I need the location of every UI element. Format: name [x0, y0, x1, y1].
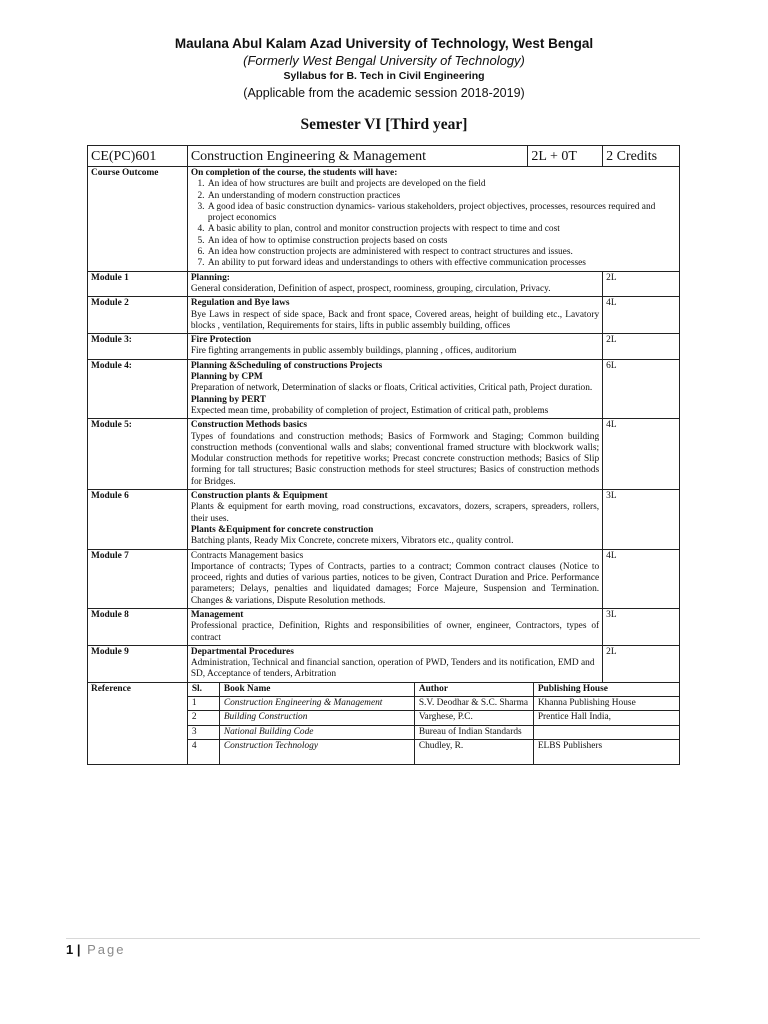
module-content	[187, 419, 602, 490]
module-row	[88, 549, 680, 608]
module-hours: 2L	[603, 334, 680, 360]
module-text: Plants & equipment for earth moving, road constructions, excavators, dozers, scrapers, spreaders, rollers, their uses.	[190, 502, 600, 524]
module-title: Management	[190, 609, 244, 620]
module-hours: 2L	[603, 271, 680, 297]
module-text: Fire fighting arrangements in public assembly buildings, planning , offices, auditorium	[190, 346, 517, 357]
course-code: CE(PC)601	[88, 146, 188, 167]
module-row	[88, 271, 680, 297]
list-item: 5. An idea of how to optimise construction projects based on costs	[207, 236, 676, 247]
module-content	[187, 271, 602, 297]
module-text: Preparation of network, Determination of slacks or floats, Critical activities, Critical path, Project duration.	[190, 383, 593, 394]
reference-header-row	[188, 683, 679, 697]
module-subtitle: Planning by CPM	[190, 372, 263, 383]
module-text: General consideration, Definition of aspect, prospect, roominess, grouping, circulation, Privacy.	[190, 283, 551, 294]
outcome-intro: On completion of the course, the students will have:	[190, 168, 398, 178]
ref-book: Construction Technology	[219, 739, 414, 764]
module-title: Construction Methods basics	[190, 420, 307, 431]
module-row	[88, 359, 680, 418]
list-item: 2. An understanding of modern construction practices	[207, 191, 676, 202]
reference-row	[88, 682, 680, 764]
module-label: Module 9	[88, 645, 188, 682]
footer-separator: |	[76, 942, 81, 957]
module-text: Administration, Technical and financial sanction, operation of PWD, Tenders and its notification, EMD and SD, Acceptance of tenders, Arbitration	[190, 658, 595, 680]
module-label: Module 6	[88, 490, 188, 549]
module-label: Module 1	[88, 271, 188, 297]
module-title: Planning &Scheduling of constructions Projects	[190, 360, 383, 371]
outcome-content	[187, 167, 679, 272]
module-subtitle: Planning by PERT	[190, 394, 267, 405]
reference-content	[187, 682, 679, 764]
module-title: Fire Protection	[190, 335, 252, 346]
outcome-label: Course Outcome	[88, 167, 188, 272]
ref-author: Chudley, R.	[414, 739, 533, 764]
module-label: Module 2	[88, 297, 188, 334]
module-row	[88, 334, 680, 360]
ref-sl: 4	[188, 739, 220, 764]
page-footer	[66, 942, 126, 957]
module-text: Bye Laws in respect of side space, Back and front space, Covered areas, height of building etc., Lavatory blocks , ventilation, Requirements for stairs, lifts in public assembly building, offices	[190, 309, 600, 331]
module-text: Importance of contracts; Types of Contracts, parties to a contract; Common contract clauses (Notice to proceed, rights and duties of various parties, notices to be given, Contract Duration and Price. Performance parameters; Delays, penalties and liquidated damages; Force Majeure, Suspension and Termination. Changes & variations, Dispute Resolution methods.	[190, 561, 600, 606]
syllabus-table	[87, 145, 680, 765]
list-item: 6. An idea how construction projects are administered with respect to contract structures and issues.	[207, 247, 676, 258]
module-hours: 3L	[603, 490, 680, 549]
ref-publisher: Khanna Publishing House	[533, 697, 679, 711]
module-content	[187, 490, 602, 549]
course-credits: 2 Credits	[603, 146, 680, 167]
module-hours: 4L	[603, 549, 680, 608]
module-content	[187, 549, 602, 608]
module-content	[187, 359, 602, 418]
module-label: Module 7	[88, 549, 188, 608]
module-label: Module 4:	[88, 359, 188, 418]
module-content	[187, 645, 602, 682]
applicable-session: (Applicable from the academic session 2018-2019)	[243, 86, 525, 100]
module-title: Planning:	[190, 272, 230, 283]
module-row	[88, 297, 680, 334]
module-title: Regulation and Bye laws	[190, 298, 290, 309]
module-row	[88, 419, 680, 490]
module-row	[88, 490, 680, 549]
table-row	[188, 697, 679, 711]
ref-book: Construction Engineering & Management	[219, 697, 414, 711]
module-label: Module 8	[88, 608, 188, 645]
syllabus-title: Syllabus for B. Tech in Civil Engineering	[283, 70, 485, 82]
module-hours: 4L	[603, 419, 680, 490]
module-content	[187, 608, 602, 645]
footer-divider	[66, 938, 700, 939]
col-header-sl: Sl.	[188, 683, 220, 697]
outcome-list	[191, 179, 676, 269]
ref-book: Building Construction	[219, 711, 414, 725]
formerly-name: (Formerly West Bengal University of Technology)	[243, 53, 525, 68]
module-content	[187, 334, 602, 360]
module-hours: 4L	[603, 297, 680, 334]
module-label: Module 3:	[88, 334, 188, 360]
module-title: Contracts Management basics	[190, 550, 304, 561]
page-number: 1	[66, 942, 74, 957]
ref-publisher: ELBS Publishers	[533, 739, 679, 764]
table-row	[188, 739, 679, 764]
list-item: 7. An ability to put forward ideas and understandings to others with effective communication processes	[207, 258, 676, 269]
ref-sl: 2	[188, 711, 220, 725]
list-item: 4. A basic ability to plan, control and monitor construction projects with respect to time and cost	[207, 224, 676, 235]
ref-sl: 3	[188, 725, 220, 739]
ref-sl: 1	[188, 697, 220, 711]
reference-table	[188, 683, 679, 764]
module-text: Expected mean time, probability of completion of project, Estimation of critical path, problems	[190, 405, 549, 416]
col-header-book: Book Name	[219, 683, 414, 697]
table-row	[188, 711, 679, 725]
course-title: Construction Engineering & Management	[187, 146, 528, 167]
module-text: Professional practice, Definition, Rights and responsibilities of owner, engineer, Contractors, types of contract	[190, 621, 600, 643]
module-title: Construction plants & Equipment	[190, 491, 328, 502]
module-content	[187, 297, 602, 334]
course-header-row	[88, 146, 680, 167]
module-row	[88, 608, 680, 645]
module-hours: 6L	[603, 359, 680, 418]
university-name: Maulana Abul Kalam Azad University of Technology, West Bengal	[174, 36, 594, 51]
list-item: 3. A good idea of basic construction dynamics- various stakeholders, project objectives, processes, resources required and project economics	[207, 202, 676, 225]
module-title: Departmental Procedures	[190, 646, 294, 657]
ref-publisher: Prentice Hall India,	[533, 711, 679, 725]
table-row	[188, 725, 679, 739]
module-hours: 2L	[603, 645, 680, 682]
ref-author: Varghese, P.C.	[414, 711, 533, 725]
ref-author: S.V. Deodhar & S.C. Sharma	[414, 697, 533, 711]
col-header-publisher: Publishing House	[533, 683, 679, 697]
ref-publisher	[533, 725, 679, 739]
list-item: 1. An idea of how structures are built and projects are developed on the field	[207, 179, 676, 190]
module-text: Batching plants, Ready Mix Concrete, concrete mixers, Vibrators etc., quality control.	[190, 536, 514, 547]
semester-heading: Semester VI [Third year]	[300, 116, 468, 133]
course-outcome-row	[88, 167, 680, 272]
module-text: Types of foundations and construction methods; Basics of Formwork and Staging; Common building construction methods (conventional walls and slabs; conventional framed structure with blockwork walls; Modular construction methods for repetitive works; Precast concrete construction methods; Basics of Slip forming for tall structures; Basic construction methods for steel structures; Basics of construction methods for Bridges.	[190, 431, 600, 487]
page-label: Page	[87, 942, 126, 957]
ref-author: Bureau of Indian Standards	[414, 725, 533, 739]
module-subtitle: Plants &Equipment for concrete construction	[190, 524, 374, 535]
col-header-author: Author	[414, 683, 533, 697]
course-hours: 2L + 0T	[528, 146, 603, 167]
module-label: Module 5:	[88, 419, 188, 490]
reference-label: Reference	[88, 682, 188, 764]
ref-book: National Building Code	[219, 725, 414, 739]
module-hours: 3L	[603, 608, 680, 645]
module-row	[88, 645, 680, 682]
